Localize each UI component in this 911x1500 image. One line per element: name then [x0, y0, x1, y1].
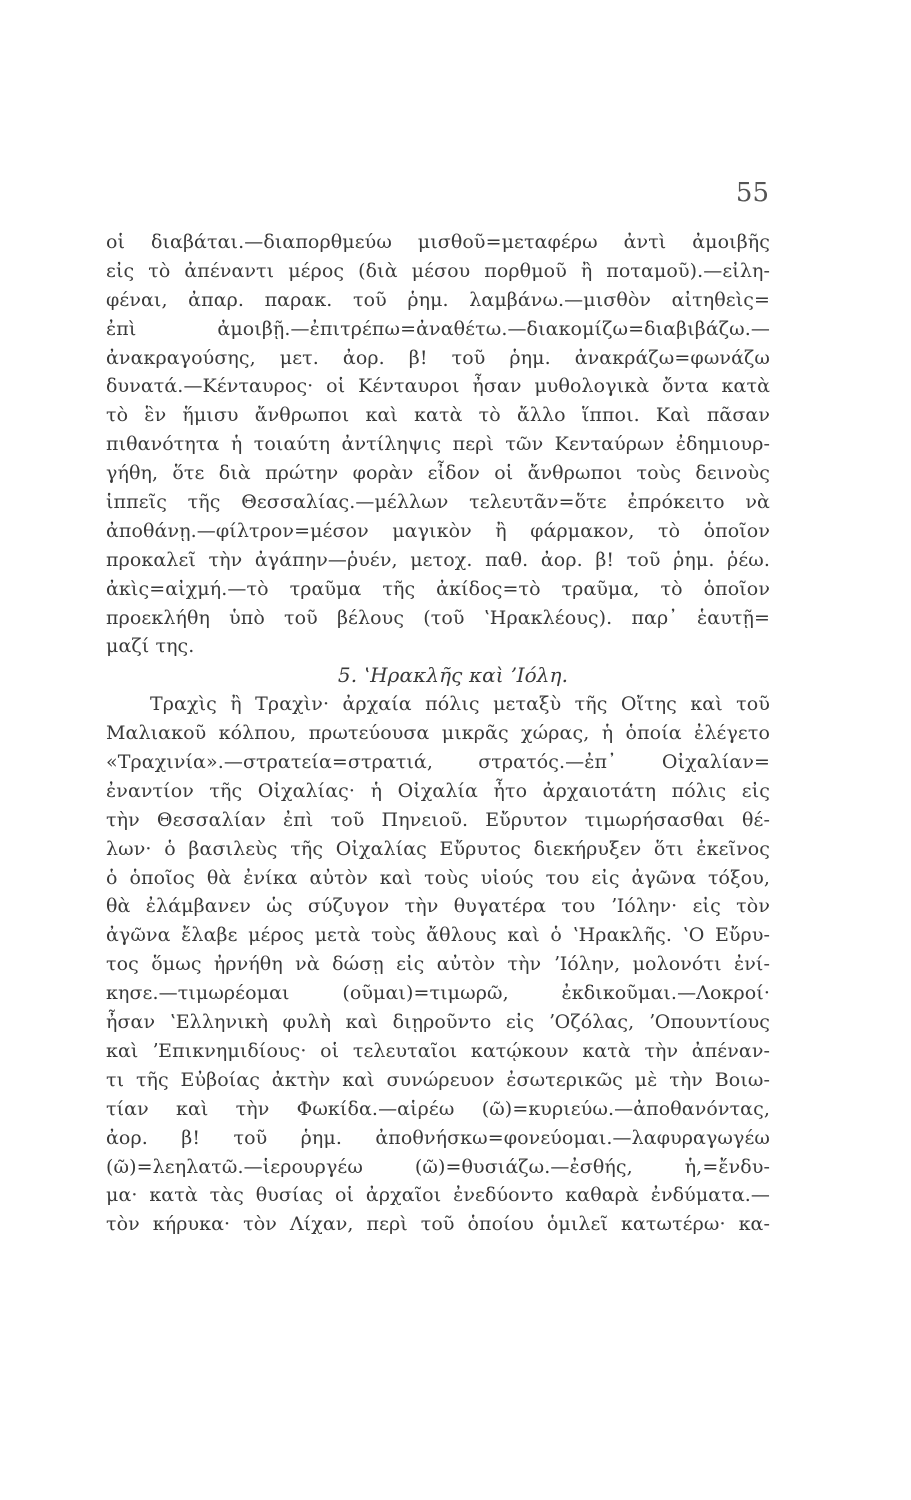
text-line: ὁ ὁποῖος θὰ ἐνίκα αὐτὸν καὶ τοὺς υἱούς του εἰς ἀγῶνα τόξου, [106, 866, 770, 889]
text-line: μα· κατὰ τὰς θυσίας οἱ ἀρχαῖοι ἐνεδύοντο καθαρὰ ἐνδύματα.— [106, 1184, 770, 1207]
text-line: λων· ὁ βασιλεὺς τῆς Οἰχαλίας Εὔρυτος διεκήρυξεν ὅτι ἐκεῖνος [106, 837, 770, 860]
text-line: οἱ διαβάται.—διαπορθμεύω μισθοῦ=μεταφέρω ἀντὶ ἀμοιβῆς [106, 231, 770, 253]
paragraph-glossary-1 [106, 228, 770, 661]
text-line: τὴν Θεσσαλίαν ἐπὶ τοῦ Πηνειοῦ. Εὔρυτον τιμωρήσασθαι θέ- [106, 808, 770, 831]
text-line: εἰς τὸ ἀπέναντι μέρος (διὰ μέσου πορθμοῦ ἢ ποταμοῦ).—εἰλη- [106, 259, 770, 282]
text-line: προκαλεῖ τὴν ἀγάπην—ῥυέν, μετοχ. παθ. ἀορ. β! τοῦ ῥημ. ῥέω. [106, 548, 770, 571]
text-line: ἀορ. β! τοῦ ῥημ. ἀποθνήσκω=φονεύομαι.—λαφυραγωγέω [106, 1126, 770, 1149]
text-line: ἐναντίον τῆς Οἰχαλίας· ἡ Οἰχαλία ἦτο ἀρχαιοτάτη πόλις εἰς [106, 779, 770, 802]
text-line: μαζί της. [106, 635, 195, 658]
text-line: «Τραχινία».—στρατεία=στρατιά, στρατός.—ἐπ᾽ Οἰχαλίαν= [106, 751, 770, 774]
text-line: πιθανότητα ἡ τοιαύτη ἀντίληψις περὶ τῶν Κενταύρων ἐδημιουρ- [106, 433, 770, 456]
text-line: καὶ ʼΕπικνημιδίους· οἱ τελευταῖοι κατῴκουν κατὰ τὴν ἀπέναν- [106, 1039, 770, 1062]
text-line: τίαν καὶ τὴν Φωκίδα.—αἱρέω (ῶ)=κυριεύω.—ἀποθανόντας, [106, 1097, 770, 1120]
text-line: τὸ ἓν ἥμισυ ἄνθρωποι καὶ κατὰ τὸ ἄλλο ἵπποι. Καὶ πᾶσαν [106, 404, 770, 427]
text-line: (ῶ)=λεηλατῶ.—ἱερουργέω (ῶ)=θυσιάζω.—ἐσθής, ἡ,=ἔνδυ- [106, 1155, 770, 1178]
text-line: τι τῆς Εὐβοίας ἀκτὴν καὶ συνώρευον ἐσωτερικῶς μὲ τὴν Βοιω- [106, 1068, 770, 1091]
text-line: Μαλιακοῦ κόλπου, πρωτεύουσα μικρᾶς χώρας, ἡ ὁποία ἐλέγετο [106, 722, 770, 745]
text-line: ἐπὶ ἀμοιβῇ.—ἐπιτρέπω=ἀναθέτω.—διακομίζω=διαβιβάζω.— [106, 317, 770, 340]
text-line: Τραχὶς ἢ Τραχὶν· ἀρχαία πόλις μεταξὺ τῆς Οἴτης καὶ τοῦ [150, 693, 770, 716]
text-line: φέναι, ἀπαρ. παρακ. τοῦ ῥημ. λαμβάνω.—μισθὸν αἰτηθεὶς= [106, 288, 770, 311]
text-line: ἦσαν ʽΕλληνικὴ φυλὴ καὶ διῃροῦντο εἰς ʼΟζόλας, ʼΟπουντίους [106, 1011, 770, 1034]
section-heading: 5. ʽΗρακλῆς καὶ ʼΙόλη. [337, 663, 569, 688]
text-line: κησε.—τιμωρέομαι (οῦμαι)=τιμωρῶ, ἐκδικοῦμαι.—Λοκροί· [106, 982, 770, 1005]
text-line: γήθη, ὅτε διὰ πρώτην φορὰν εἶδον οἱ ἄνθρωποι τοὺς δεινοὺς [106, 462, 770, 485]
text-line: τὸν κήρυκα· τὸν Λίχαν, περὶ τοῦ ὁποίου ὁμιλεῖ κατωτέρω· κα- [106, 1213, 770, 1236]
page-number: 55 [735, 178, 769, 208]
text-line: ἀποθάνῃ.—φίλτρον=μέσον μαγικὸν ἢ φάρμακον, τὸ ὁποῖον [106, 519, 770, 542]
text-line: θὰ ἐλάμβανεν ὡς σύζυγον τὴν θυγατέρα του ʼΙόλην· εἰς τὸν [106, 895, 770, 918]
commentary-text [106, 228, 770, 1239]
text-line: ἀνακραγούσης, μετ. ἀορ. β! τοῦ ῥημ. ἀνακράζω=φωνάζω [106, 346, 770, 369]
text-line: προεκλήθη ὑπὸ τοῦ βέλους (τοῦ ʽΗρακλέους). παρ᾽ ἑαυτῇ= [106, 606, 770, 629]
paragraph-glossary-2 [106, 690, 770, 1239]
text-line: τος ὅμως ἠρνήθη νὰ δώσῃ εἰς αὐτὸν τὴν ʼΙόλην, μολονότι ἐνί- [106, 953, 770, 976]
text-line: ἱππεῖς τῆς Θεσσαλίας.—μέλλων τελευτᾶν=ὅτε ἐπρόκειτο νὰ [106, 491, 770, 514]
text-line: ἀκὶς=αἰχμή.—τὸ τραῦμα τῆς ἀκίδος=τὸ τραῦμα, τὸ ὁποῖον [106, 577, 770, 600]
text-line: ἀγῶνα ἔλαβε μέρος μετὰ τοὺς ἄθλους καὶ ὁ ʽΗρακλῆς. ʽΟ Εὔρυ- [106, 924, 770, 947]
text-line: δυνατά.—Κένταυρος· οἱ Κένταυροι ἦσαν μυθολογικὰ ὄντα κατὰ [106, 375, 770, 398]
